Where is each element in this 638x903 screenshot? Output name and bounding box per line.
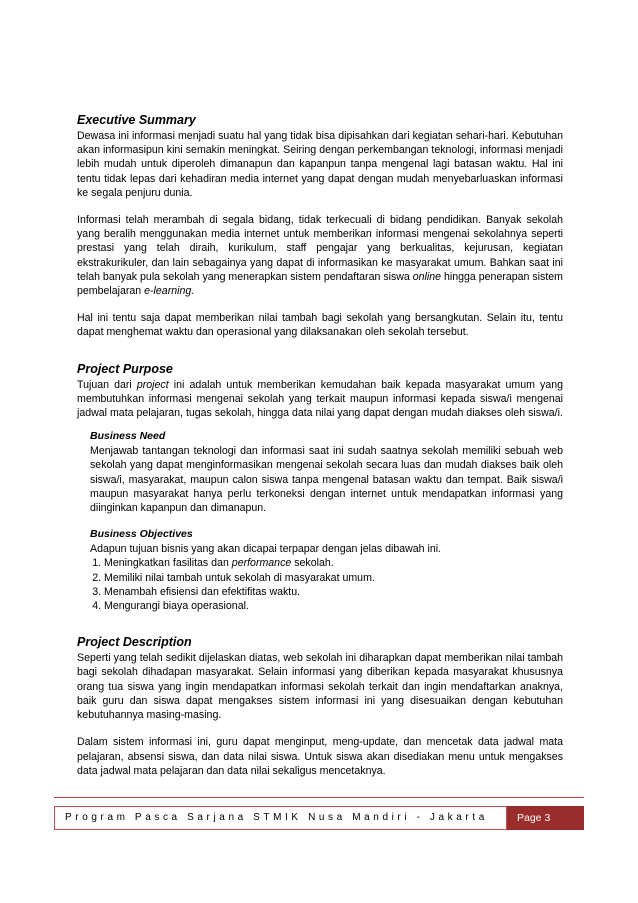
business-need-section <box>77 430 563 613</box>
page-footer <box>54 806 584 830</box>
executive-summary-paragraph-3: Hal ini tentu saja dapat memberikan nilai tambah bagi sekolah yang bersangkutan. Selain itu, tentu dapat menghemat waktu dan operasional yang dilaksanakan oleh sekolah tersebut. <box>77 312 563 339</box>
page-body <box>77 113 563 778</box>
project-purpose-paragraph: Tujuan dari project ini adalah untuk memberikan kemudahan baik kepada masyarakat umum yang membutuhkan informasi mengenai sekolah yang terkait maupun informasi kepada siswa/i mengenai jadwal mata pelajaran, tugas sekolah, hingga data nilai yang dapat dengan mudah diakses oleh siswa/i. <box>77 378 563 420</box>
list-item: 3. Menambah efisiensi dan efektifitas waktu. <box>104 585 563 599</box>
business-objectives-heading: Business Objectives <box>90 528 193 541</box>
executive-summary-paragraph-1: Dewasa ini informasi menjadi suatu hal yang tidak bisa dipisahkan dari kegiatan sehari-hari. Kebutuhan akan informasipun kini semakin meningkat. Seiring dengan perkembangan teknologi, informasi menjadi lebih mudah untuk diperoleh dimanapun dan kapanpun tanpa mengenal lagi batasan waktu. Hal ini tentu tidak lepas dari kehadiran media internet yang dapat dengan mudah menyebarluaskan informasi ke segala penjuru dunia. <box>77 130 563 199</box>
list-item: 2. Memiliki nilai tambah untuk sekolah di masyarakat umum. <box>104 571 563 585</box>
executive-summary-heading: Executive Summary <box>77 113 196 127</box>
business-objectives-intro: Adapun tujuan bisnis yang akan dicapai terpapar dengan jelas dibawah ini. <box>90 543 442 556</box>
project-description-paragraph-1: Seperti yang telah sedikit dijelaskan diatas, web sekolah ini diharapkan dapat memberikan nilai tambah bagi sekolah dihadapan masyarakat. Selain informasi yang diberikan kepada masyarakat khususnya orang tua siswa yang ingin mendapatkan informasi sekolah terkait dan ingin mendaftarkan anaknya, baik guru dan siswa dapat mengakses sistem informasi ini yang disesuaikan dengan kebutuhan kebutuhannya masing-masing. <box>77 652 563 722</box>
project-description-paragraph-2: Dalam sistem informasi ini, guru dapat menginput, meng-update, dan mencetak data jadwal mata pelajaran, absensi siswa, dan data nilai siswa. Untuk siswa akan disediakan menu untuk mengakses data jadwal mata pelajaran dan data nilai sekaligus mencetaknya. <box>77 736 563 777</box>
executive-summary-paragraph-2: Informasi telah merambah di segala bidang, tidak terkecuali di bidang pendidikan. Banyak sekolah yang beralih menggunakan media internet untuk memberikan informasi mengenai sekolahnya seperti prestasi yang telah diraih, kurikulum, staff pengajar yang berkualitas, kejurusan, kegiatan ekstrakurikuler, dan lain sebagainya yang dapat di informasikan ke masyarakat umum. Bahkan saat ini telah banyak pula sekolah yang menerapkan sistem pendaftaran siswa online hingga penerapan sistem pembelajaran e-learning. <box>77 214 563 298</box>
footer-institution: Program Pasca Sarjana STMIK Nusa Mandiri - Jakarta <box>54 806 507 830</box>
business-need-heading: Business Need <box>90 430 166 443</box>
business-need-text: Menjawab tantangan teknologi dan informasi saat ini sudah saatnya sekolah memiliki sebuah web sekolah yang dapat menginformasikan mengenai sekolah secara luas dan mudah diakses baik oleh siswa/i, masyarakat, maupun calon siswa tanpa mengenal batasan waktu dan tempat. Baik siswa/i maupun masyarakat hanya perlu terkoneksi dengan internet untuk mendapatkan informasi yang diinginkan kapanpun dan dimanapun. <box>90 445 563 515</box>
project-description-heading: Project Description <box>77 635 192 650</box>
footer-divider <box>54 797 584 798</box>
list-item: 4. Mengurangi biaya operasional. <box>104 599 563 613</box>
business-objectives-list <box>90 556 563 613</box>
page-number: Page 3 <box>507 806 584 830</box>
list-item: 1. Meningkatkan fasilitas dan performance sekolah. <box>104 556 563 570</box>
project-purpose-heading: Project Purpose <box>77 361 173 376</box>
